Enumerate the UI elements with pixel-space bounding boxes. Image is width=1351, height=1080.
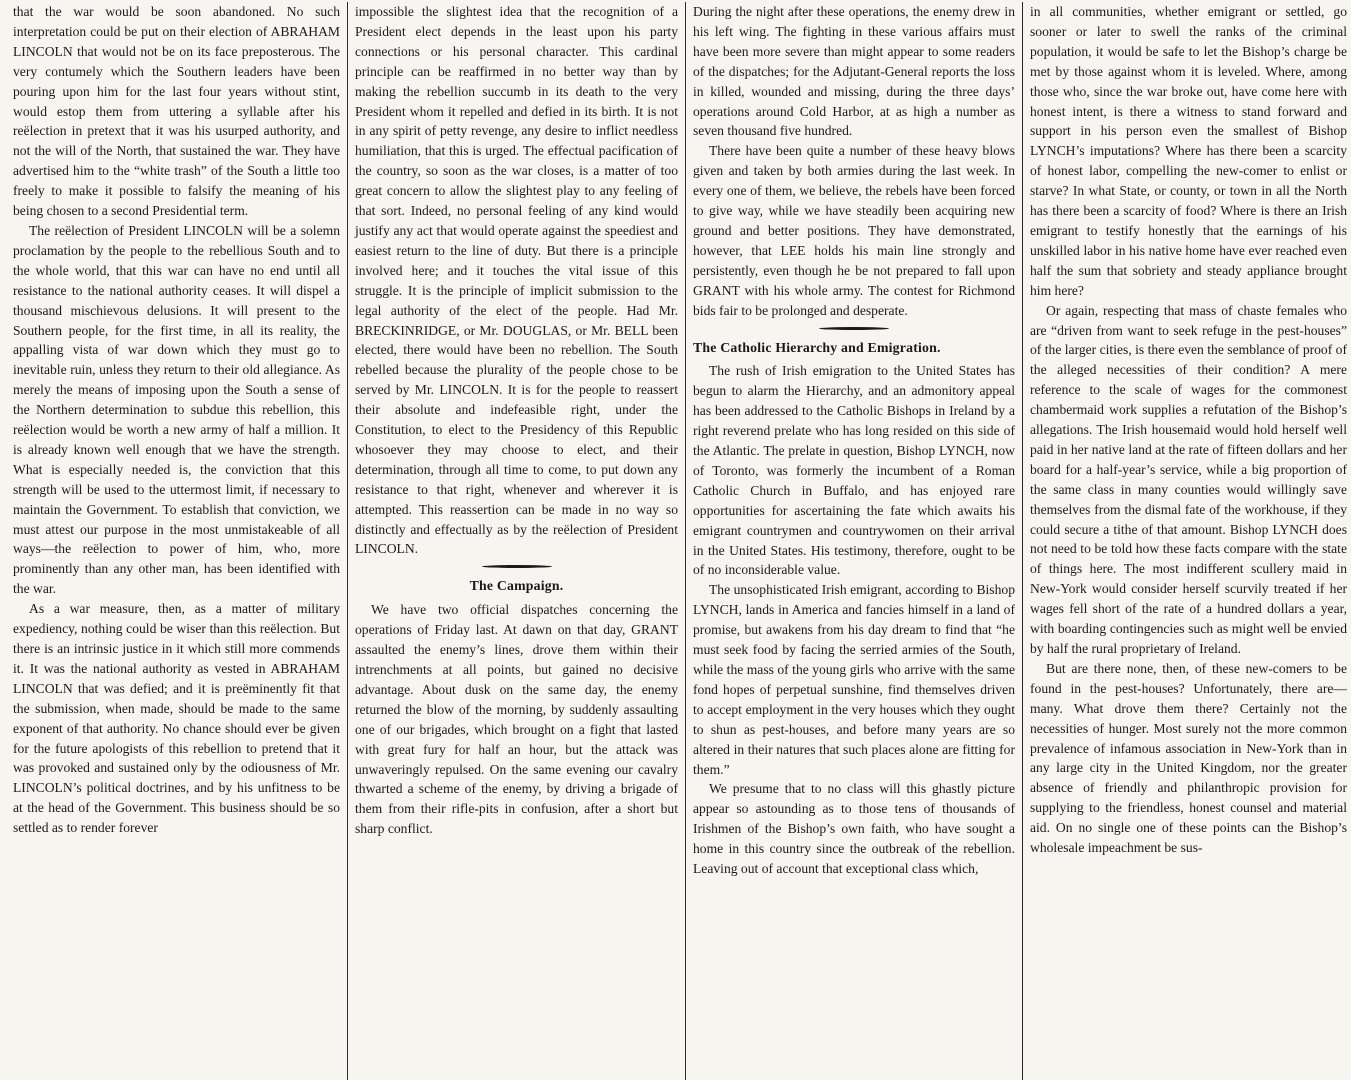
column-4 xyxy=(1023,2,1351,1080)
column-3 xyxy=(686,2,1022,1080)
paragraph: that the war would be soon abandoned. No such interpretation could be put on their election of ABRAHAM LINCOLN that would not be on its face preposterous. The very contumely which the Southern leaders have been pouring upon him for the last four years without stint, would estop them from uttering a syllable after his reëlection in pretext that it was his usurped authority, and not the will of the North, that sustained the war. They have advertised him to the “white trash” of the South a little too freely to make it possible to falsify the meaning of his being chosen to a second Presidential term. xyxy=(13,4,340,219)
column-2 xyxy=(348,2,685,1080)
headline-campaign: The Campaign. xyxy=(469,578,564,594)
paragraph: There have been quite a number of these heavy blows given and taken by both armies during the last week. In every one of them, we believe, the rebels have been forced to give way, while we have steadily been acquiring new ground and better positions. They have demonstrated, however, that LEE holds his main line strongly and persistently, even though he be not prepared to fall upon GRANT with his whole army. The contest for Richmond bids fair to be prolonged and desperate. xyxy=(693,143,1015,318)
paragraph: We presume that to no class will this ghastly picture appear so astounding as to those tens of thousands of Irishmen of the Bishop’s own faith, who have sought a home in this country since the outbreak of the rebellion. Leaving out of account that exceptional class which, xyxy=(693,781,1015,877)
section-divider xyxy=(819,327,889,330)
paragraph: But are there none, then, of these new-comers to be found in the pest-houses? Unfortunately, there are—many. What drove them there? Certainly not the necessities of hunger. Most surely not the more common prevalence of infamous association in New-York than in any large city in the United Kingdom, nor the greater absence of friendly and philanthropic provision for supplying to the friendless, honest counsel and material aid. On no single one of these points can the Bishop’s wholesale impeachment be sus- xyxy=(1030,660,1347,856)
headline-catholic-hierarchy: The Catholic Hierarchy and Emigration. xyxy=(693,339,941,355)
paragraph: As a war measure, then, as a matter of military expediency, nothing could be wiser than this reëlection. But there is an intrinsic justice in it which still more commends it. It was the national authority as vested in ABRAHAM LINCOLN that was defied; and it is preëminently fit that the submission, when made, should be made to the same exponent of that authority. No chance should ever be given for the future apologists of this rebellion to pretend that it was provoked and sustained only by the odiousness of Mr. LINCOLN’s political doctrines, and by his unfitness to be at the head of the Government. This business should be so settled as to render forever xyxy=(13,601,340,836)
paragraph: During the night after these operations, the enemy drew in his left wing. The fighting in these various affairs must have been more severe than might appear to some readers of the dispatches; for the Adjutant-General reports the loss in killed, wounded and missing, during the three days’ operations around Cold Harbor, at as high a number as seven thousand five hundred. xyxy=(693,4,1015,139)
paragraph: impossible the slightest idea that the recognition of a President elect depends in the least upon his party connections or his personal character. This cardinal principle can be reaffirmed in no better way than by making the rebellion succumb in its death to the very President whom it repelled and defied in its birth. It is not in any spirit of petty revenge, any desire to inflict needless humiliation, that this is urged. The effectual pacification of the country, so soon as the war closes, is a matter of too great concern to allow the slightest play to any feeling of that sort. Indeed, no personal feeling of any kind would justify any act that would operate against the speediest and easiest return to the line of duty. But there is a principle involved here; and it touches the vital issue of this struggle. It is the principle of implicit submission to the legal authority of the elect of the people. Had Mr. BRECKINRIDGE, or Mr. DOUGLAS, or Mr. BELL been elected, there would have been no rebellion. The South rebelled because the plurality of the people chose to be served by Mr. LINCOLN. It is for the people to reassert their absolute and indefeasible right, under the Constitution, to elect to the Presidency of this Republic whosoever they may choose to elect, and their determination, through all time to come, to put down any resistance to that right, whenever and wherever it is attempted. This reassertion can be made in no way so distinctly and effectually as by the reëlection of President LINCOLN. xyxy=(355,4,678,557)
section-divider xyxy=(482,565,552,568)
column-1 xyxy=(6,2,347,1080)
paragraph: in all communities, whether emigrant or settled, go sooner or later to swell the ranks of the criminal population, it would be safe to let the Bishop’s charge be met by those against whom it is leveled. Where, among those who, since the war broke out, have come here with honest intent, is there a witness to stand forward and support in his person even the smallest of Bishop LYNCH’s imputations? Where has there been a scarcity of honest labor, compelling the new-comer to enlist or starve? In what State, or county, or town in all the North has there been a scarcity of food? Where is there an Irish emigrant to testify honestly that the earnings of his unskilled labor in his native home have ever reached even half the sum that sobriety and steady appliance brought him here? xyxy=(1030,4,1347,298)
paragraph: Or again, respecting that mass of chaste females who are “driven from want to seek refuge in the pest-houses” of the larger cities, is there even the semblance of proof of the alleged necessities of their condition? A mere reference to the scale of wages for the commonest chambermaid work supplies a refutation of the Bishop’s allegations. The Irish housemaid would hold herself well paid in her native land at the rate of fifteen dollars and her board for a half-year’s service, while a big proportion of the same class in many counties would willingly save themselves from the dismal fate of the workhouse, if they could secure a tithe of that amount. Bishop LYNCH does not need to be told how these facts compare with the state of things here. The most indifferent scullery maid in New-York would consider herself scurvily treated if her wages fell short of the rate of a hundred dollars a year, with boarding contingencies such as might well be envied by half the rural proprietary of Ireland. xyxy=(1030,302,1347,656)
paragraph: We have two official dispatches concerning the operations of Friday last. At dawn on that day, GRANT assaulted the enemy’s lines, drove them within their intrenchments at all points, but gained no decisive advantage. About dusk on the same day, the enemy returned the blow of the morning, by suddenly assaulting one of our brigades, which brought on a fight that lasted with great fury for half an hour, but the attack was unwaveringly repulsed. On the same evening our cavalry thwarted a scheme of the enemy, by driving a brigade of them from their rifle-pits in confusion, after a short but sharp conflict. xyxy=(355,602,678,837)
paragraph: The reëlection of President LINCOLN will be a solemn proclamation by the people to the rebellious South and to the whole world, that this war can have no end until all resistance to the national authority ceases. It will dispel a thousand mischievous delusions. It will present to the Southern people, for the first time, in all its reality, the appalling vista of war down which they must go to inevitable ruin, unless they return to their old allegiance. As merely the means of imposing upon the South a sense of the Northern determination to subdue this rebellion, this reëlection would be worth a new army of half a million. It is already known well enough that we have the strength. What is especially needed is, the conviction that this strength will be used to the uttermost limit, if necessary to maintain the Government. To establish that conviction, we must attest our purpose in the most unmistakeable of all ways—the reëlection to power of him, who, more prominently than any other man, has been identified with the war. xyxy=(13,222,340,597)
paragraph: The unsophisticated Irish emigrant, according to Bishop LYNCH, lands in America and fancies himself in a land of promise, but awakens from his day dream to find that “he must seek food by facing the serried armies of the South, while the mass of the young girls who arrive with the same fond hopes of perpetual sunshine, find themselves driven to accept employment in the very houses which they ought to shun as pest-houses, and before many years are so altered in their natures that such places alone are fitting for them.” xyxy=(693,582,1015,777)
paragraph: The rush of Irish emigration to the United States has begun to alarm the Hierarchy, and an admonitory appeal has been addressed to the Catholic Bishops in Ireland by a right reverend prelate who has long resided on this side of the Atlantic. The prelate in question, Bishop LYNCH, now of Toronto, was formerly the incumbent of a Roman Catholic Church in Buffalo, and has enjoyed rare opportunities for ascertaining the fate which awaits his emigrant countrymen and countrywomen on their arrival in the United States. His testimony, therefore, ought to be of no inconsiderable value. xyxy=(693,363,1015,578)
